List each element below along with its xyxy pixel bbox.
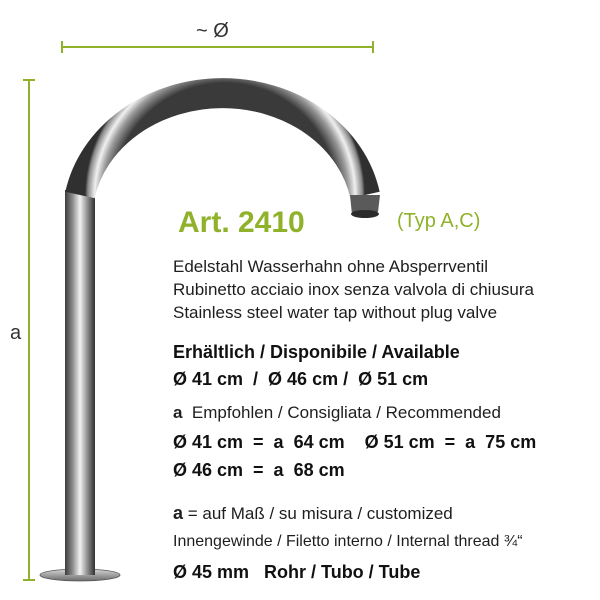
- available-heading: Erhältlich / Disponibile / Available: [173, 342, 460, 362]
- height-dimension-line: [23, 80, 35, 580]
- curved-pipe: [80, 93, 365, 195]
- vertical-pipe: [65, 190, 95, 575]
- custom-text: = auf Maß / su misura / customized: [183, 504, 453, 523]
- recommended-text: Empfohlen / Consigliata / Recommended: [191, 403, 501, 422]
- nozzle-opening: [351, 210, 379, 218]
- recommended-sizes-2: Ø 46 cm = a 68 cm: [173, 460, 345, 480]
- recommended-sizes-1: Ø 41 cm = a 64 cm Ø 51 cm = a 75 cm: [173, 432, 537, 452]
- thread-info: Innengewinde / Filetto interno / Internal thread ¾“: [173, 533, 523, 550]
- diameter-label: ~ Ø: [196, 20, 229, 42]
- description-it: Rubinetto acciaio inox senza valvola di chiusura: [173, 280, 534, 299]
- recommended-line: [173, 403, 501, 423]
- article-number: Art. 2410: [178, 206, 305, 239]
- custom-marker: a: [173, 503, 184, 523]
- description-de: Edelstahl Wasserhahn ohne Absperrventil: [173, 257, 488, 276]
- pipe-info: Ø 45 mm Rohr / Tubo / Tube: [173, 562, 421, 582]
- recommended-marker: a: [173, 403, 183, 422]
- description-en: Stainless steel water tap without plug valve: [173, 303, 498, 322]
- type-label: (Typ A,C): [397, 210, 481, 232]
- available-sizes: Ø 41 cm / Ø 46 cm / Ø 51 cm: [173, 369, 429, 389]
- height-label: a: [10, 322, 22, 344]
- custom-line: [173, 503, 453, 524]
